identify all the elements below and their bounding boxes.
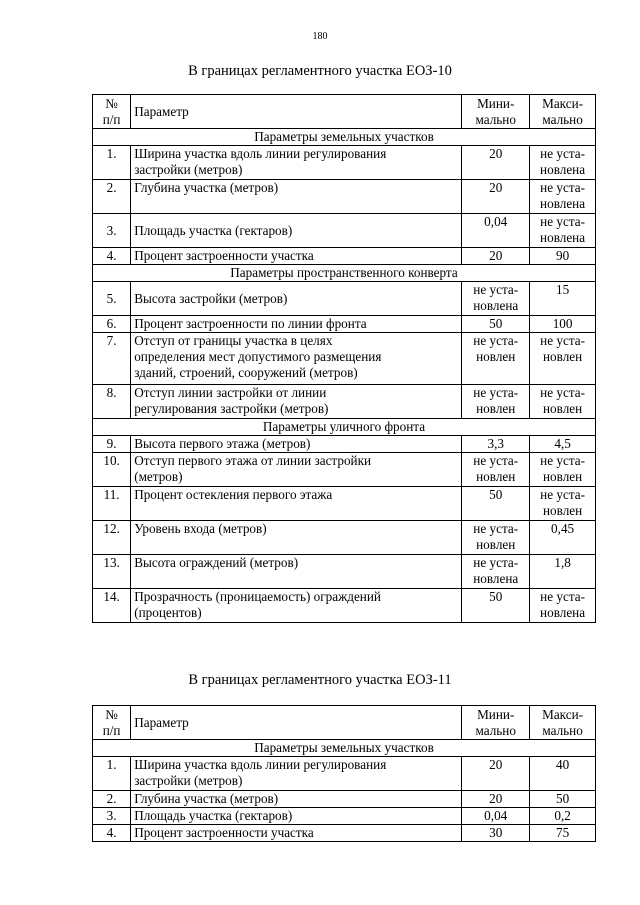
row-maximum: 50 — [530, 791, 596, 808]
row-maximum: 4,5 — [530, 436, 596, 453]
row-minimum: 0,04 — [462, 808, 530, 825]
group-header-row — [93, 419, 596, 436]
row-number: 3. — [93, 214, 131, 248]
row-parameter: Отступ от границы участка в целях определения мест допустимого размещения зданий, строений, сооружений (метров) — [131, 333, 462, 385]
row-number: 2. — [93, 180, 131, 214]
parameters-table-eoz-10 — [92, 94, 596, 623]
row-number: 2. — [93, 791, 131, 808]
header-number: № п/п — [93, 95, 131, 129]
header-number: № п/п — [93, 706, 131, 740]
row-maximum: не уста- новлена — [530, 589, 596, 623]
row-minimum: 50 — [462, 316, 530, 333]
table-row — [93, 146, 596, 180]
row-maximum: 75 — [530, 825, 596, 842]
section-title-eoz-11: В границах регламентного участка ЕОЗ-11 — [188, 672, 452, 688]
row-minimum: 20 — [462, 791, 530, 808]
group-title: Параметры уличного фронта — [93, 419, 596, 436]
row-parameter: Площадь участка (гектаров) — [131, 214, 462, 248]
row-maximum: 15 — [530, 282, 596, 316]
table-row — [93, 555, 596, 589]
table-row — [93, 791, 596, 808]
table-row — [93, 214, 596, 248]
row-number: 10. — [93, 453, 131, 487]
row-parameter: Прозрачность (проницаемость) ограждений (процентов) — [131, 589, 462, 623]
row-minimum: не уста- новлен — [462, 521, 530, 555]
row-parameter: Глубина участка (метров) — [131, 180, 462, 214]
parameters-table-eoz-11 — [92, 705, 596, 842]
row-parameter: Уровень входа (метров) — [131, 521, 462, 555]
row-parameter: Отступ линии застройки от линии регулирования застройки (метров) — [131, 385, 462, 419]
group-title: Параметры земельных участков — [93, 740, 596, 757]
row-maximum: 0,45 — [530, 521, 596, 555]
row-parameter: Отступ первого этажа от линии застройки (метров) — [131, 453, 462, 487]
page-number: 180 — [312, 31, 328, 42]
row-minimum: не уста- новлен — [462, 453, 530, 487]
row-parameter: Процент застроенности по линии фронта — [131, 316, 462, 333]
row-minimum: не уста- новлена — [462, 555, 530, 589]
row-maximum: не уста- новлен — [530, 487, 596, 521]
row-minimum: 0,04 — [462, 214, 530, 248]
row-parameter: Площадь участка (гектаров) — [131, 808, 462, 825]
row-number: 7. — [93, 333, 131, 385]
table-row — [93, 757, 596, 791]
row-number: 13. — [93, 555, 131, 589]
group-header-row — [93, 129, 596, 146]
row-minimum: 20 — [462, 180, 530, 214]
table-row — [93, 180, 596, 214]
row-minimum: не уста- новлена — [462, 282, 530, 316]
row-maximum: не уста- новлен — [530, 453, 596, 487]
table-row — [93, 453, 596, 487]
row-minimum: 20 — [462, 757, 530, 791]
row-number: 1. — [93, 757, 131, 791]
table-header-row — [93, 706, 596, 740]
table-row — [93, 825, 596, 842]
table-row — [93, 436, 596, 453]
header-maximum: Макси- мально — [530, 95, 596, 129]
header-minimum: Мини- мально — [462, 706, 530, 740]
table-row — [93, 487, 596, 521]
row-number: 6. — [93, 316, 131, 333]
row-minimum: 50 — [462, 589, 530, 623]
row-minimum: 20 — [462, 146, 530, 180]
row-maximum: 0,2 — [530, 808, 596, 825]
row-number: 5. — [93, 282, 131, 316]
table-row — [93, 282, 596, 316]
table-row — [93, 248, 596, 265]
table-row — [93, 316, 596, 333]
table-row — [93, 521, 596, 555]
row-number: 9. — [93, 436, 131, 453]
row-number: 4. — [93, 825, 131, 842]
row-number: 4. — [93, 248, 131, 265]
row-maximum: не уста- новлена — [530, 146, 596, 180]
row-parameter: Ширина участка вдоль линии регулирования застройки (метров) — [131, 757, 462, 791]
section-title-eoz-10: В границах регламентного участка ЕОЗ-10 — [188, 63, 452, 79]
row-minimum: не уста- новлен — [462, 385, 530, 419]
row-parameter: Высота первого этажа (метров) — [131, 436, 462, 453]
row-maximum: 1,8 — [530, 555, 596, 589]
row-minimum: 20 — [462, 248, 530, 265]
row-maximum: 100 — [530, 316, 596, 333]
row-number: 12. — [93, 521, 131, 555]
row-maximum: не уста- новлена — [530, 214, 596, 248]
header-minimum: Мини- мально — [462, 95, 530, 129]
row-parameter: Глубина участка (метров) — [131, 791, 462, 808]
row-maximum: не уста- новлен — [530, 385, 596, 419]
group-title: Параметры пространственного конверта — [93, 265, 596, 282]
group-title: Параметры земельных участков — [93, 129, 596, 146]
row-minimum: не уста- новлен — [462, 333, 530, 385]
row-parameter: Высота застройки (метров) — [131, 282, 462, 316]
row-parameter: Процент застроенности участка — [131, 825, 462, 842]
table-row — [93, 333, 596, 385]
table-header-row — [93, 95, 596, 129]
header-parameter: Параметр — [131, 706, 462, 740]
row-parameter: Высота ограждений (метров) — [131, 555, 462, 589]
row-number: 8. — [93, 385, 131, 419]
group-header-row — [93, 265, 596, 282]
row-number: 3. — [93, 808, 131, 825]
row-parameter: Ширина участка вдоль линии регулирования застройки (метров) — [131, 146, 462, 180]
row-number: 1. — [93, 146, 131, 180]
row-number: 14. — [93, 589, 131, 623]
row-number: 11. — [93, 487, 131, 521]
row-maximum: не уста- новлена — [530, 180, 596, 214]
header-maximum: Макси- мально — [530, 706, 596, 740]
row-minimum: 30 — [462, 825, 530, 842]
row-parameter: Процент остекления первого этажа — [131, 487, 462, 521]
table-row — [93, 385, 596, 419]
header-parameter: Параметр — [131, 95, 462, 129]
row-maximum: 90 — [530, 248, 596, 265]
row-parameter: Процент застроенности участка — [131, 248, 462, 265]
table-row — [93, 808, 596, 825]
row-maximum: не уста- новлен — [530, 333, 596, 385]
row-minimum: 3,3 — [462, 436, 530, 453]
group-header-row — [93, 740, 596, 757]
table-row — [93, 589, 596, 623]
row-maximum: 40 — [530, 757, 596, 791]
row-minimum: 50 — [462, 487, 530, 521]
